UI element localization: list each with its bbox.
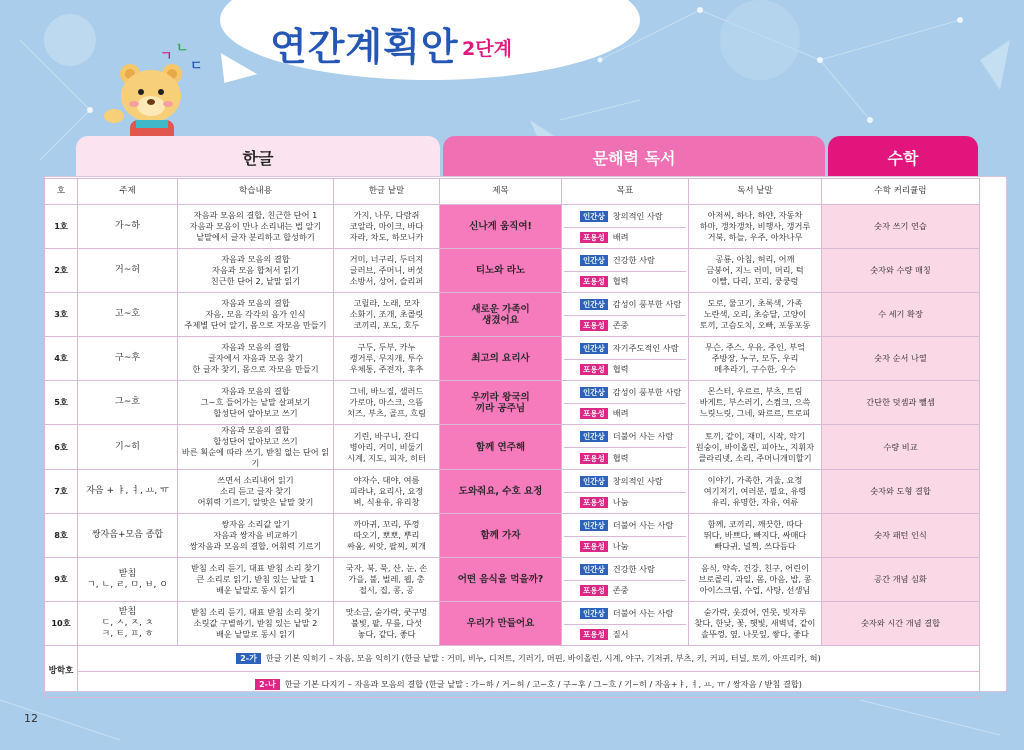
row-book-title: [440, 337, 562, 381]
row-number: 10호: [45, 602, 78, 646]
goal-human-text: 더불어 사는 사람: [612, 607, 674, 618]
level-tag-2na: 2-나: [255, 679, 280, 690]
text-line: 이야기, 가족한, 겨울, 요정: [707, 475, 803, 485]
goal-human-text: 더불어 사는 사람: [612, 519, 674, 530]
text-line: 자음과 모음의 결합: [221, 298, 290, 308]
tag-inclusive: 포용성: [580, 232, 608, 243]
mascot-letter-1: ㄱ: [160, 49, 173, 64]
text-line: 새로운 가족이: [471, 303, 530, 315]
topic-text: 그~흐: [115, 397, 140, 407]
topic-text: 자음 + ㅑ, ㅕ, ㅛ, ㅠ: [86, 486, 169, 496]
tag-inclusive: 포용성: [580, 497, 608, 508]
text-line: 바게트, 부스러기, 스켬크, 으쓱: [699, 397, 811, 407]
text-line: 어휘력 기르기, 알맞은 낱말 찾기: [197, 497, 314, 507]
table-row: [45, 205, 980, 249]
tag-inclusive: 포용성: [580, 629, 608, 640]
text-line: 코알라, 마이크, 바다: [349, 221, 424, 231]
row-goal: [562, 249, 689, 293]
text-line: 클라리넷, 소리, 주머니개미할기: [698, 452, 812, 463]
text-line: 국자, 북, 묵, 산, 눈, 손: [345, 563, 428, 573]
col-math: 수학 커리큘럼: [822, 179, 980, 205]
goal-human: [564, 471, 686, 492]
goal-inclusive: [564, 227, 686, 248]
section-math: 수학: [828, 136, 978, 178]
goal-inclusive: [564, 359, 686, 380]
col-title: 제목: [440, 179, 562, 205]
row-math: 숫자 쓰기 연습: [822, 205, 980, 249]
row-words: [334, 337, 440, 381]
tag-human: 인간상: [580, 387, 608, 398]
goal-inclusive: [564, 271, 686, 292]
table-row: [45, 381, 980, 425]
text-line: 자음과 모음 합쳐서 읽기: [212, 265, 299, 275]
row-words: [334, 470, 440, 514]
after-school-label: 방학호: [45, 646, 78, 698]
text-line: 여기저기, 여러분, 필요, 유령: [703, 486, 807, 496]
row-content: [178, 602, 334, 646]
row-math: 수 세기 확장: [822, 293, 980, 337]
text-line: 티노와 라노: [475, 265, 526, 276]
row-math: 공간 개념 심화: [822, 558, 980, 602]
text-line: 소방서, 상어, 슬리퍼: [349, 276, 424, 286]
row-math: 간단한 덧셈과 뺄셈: [822, 381, 980, 425]
tag-inclusive: 포용성: [580, 541, 608, 552]
row-book-title: [440, 602, 562, 646]
row-topic: [78, 381, 178, 425]
row-words: [334, 425, 440, 470]
row-number: 9호: [45, 558, 78, 602]
text-line: 자음과 모음의 결합: [221, 386, 290, 396]
topic-text: 구~후: [115, 353, 140, 363]
row-reading-words: [689, 602, 822, 646]
row-book-title: [440, 558, 562, 602]
row-goal: [562, 602, 689, 646]
row-topic: [78, 249, 178, 293]
text-line: 불빛, 팥, 무릎, 다섯: [351, 618, 422, 628]
text-line: 받침 소리 듣기, 대표 받침 소리 찾기: [191, 563, 320, 573]
after-school-line-2: [78, 672, 980, 698]
row-topic: [78, 205, 178, 249]
text-line: 자음과 모음의 결합: [221, 254, 290, 264]
row-number: 1호: [45, 205, 78, 249]
tag-human: 인간상: [580, 476, 608, 487]
text-line: 기린, 바구니, 잔디: [353, 430, 420, 441]
text-line: 병아리, 거미, 비둘기: [349, 441, 424, 452]
text-line: 낱말에서 글자 분리하고 합성하기: [196, 232, 315, 242]
text-line: 배운 낱말로 동시 읽기: [216, 629, 295, 639]
row-topic: [78, 602, 178, 646]
goal-inclusive-text: 협력: [612, 276, 629, 286]
row-reading-words: [689, 205, 822, 249]
row-topic: [78, 425, 178, 470]
table-row: [45, 425, 980, 470]
text-line: 피라냐, 요리사, 요정: [349, 486, 424, 496]
row-reading-words: [689, 470, 822, 514]
text-line: 메추라기, 구수한, 우수: [714, 364, 796, 374]
text-line: 소화기, 조개, 초콜릿: [349, 309, 424, 319]
goal-inclusive-text: 협력: [612, 364, 629, 374]
row-topic: [78, 470, 178, 514]
text-line: 찾다, 한낮, 꽃, 햇빛, 새벽녘, 같이: [694, 618, 816, 628]
col-words: 한글 낱말: [334, 179, 440, 205]
section-hangul: 한글: [76, 136, 440, 178]
text-line: 큰 소리로 읽기, 받침 있는 낱말 1: [196, 574, 315, 584]
row-number: 2호: [45, 249, 78, 293]
text-line: 치즈, 부츠, 골프, 흐림: [347, 408, 426, 418]
page-subtitle: 2단계: [462, 38, 512, 60]
level-tag-2ga: 2-가: [236, 653, 261, 664]
text-line: 구두, 두부, 카누: [357, 342, 416, 352]
goal-inclusive: [564, 315, 686, 336]
row-words: [334, 602, 440, 646]
tag-human: 인간상: [580, 564, 608, 575]
row-topic: [78, 514, 178, 558]
text-line: 함께, 코끼리, 깨끗한, 따다: [707, 519, 803, 529]
row-number: 7호: [45, 470, 78, 514]
row-goal: [562, 205, 689, 249]
goal-inclusive-text: 존중: [612, 320, 629, 330]
row-reading-words: [689, 249, 822, 293]
row-math: 숫자와 시간 개념 결합: [822, 602, 980, 646]
goal-inclusive-text: 질서: [612, 629, 629, 639]
text-line: 유리, 유명한, 자유, 여류: [711, 497, 799, 507]
row-content: [178, 425, 334, 470]
text-line: 금붕어, 지느 러미, 머리, 턱: [706, 265, 804, 275]
text-line: 토끼, 고슴도치, 오빠, 포동포동: [699, 320, 811, 330]
text-line: 자음과 모음의 결합: [221, 425, 290, 435]
text-line: 배운 낱말로 동시 읽기: [216, 585, 295, 595]
table-header-row: [45, 179, 980, 205]
goal-inclusive: [564, 536, 686, 557]
text-line: 솔뚜껑, 옆, 나뭇잎, 쌓다, 좋다: [701, 629, 809, 639]
page-number: 12: [24, 712, 38, 725]
text-line: 합성단어 알아보고 쓰기: [213, 436, 298, 446]
text-line: 공룡, 아침, 허리, 어깨: [715, 254, 795, 264]
col-topic: 주제: [78, 179, 178, 205]
text-line: 함께 연주해: [475, 441, 526, 453]
text-line: 생겼어요: [482, 314, 519, 326]
text-line: 아저씨, 하나, 하얀, 자동차: [707, 210, 803, 220]
goal-inclusive-text: 배려: [612, 232, 629, 242]
text-line: ㄷ, ㅅ, ㅈ, ㅊ: [101, 618, 154, 628]
goal-human-text: 감성이 풍부한 사람: [612, 386, 682, 397]
goal-inclusive-text: 나눔: [612, 497, 629, 507]
goal-human-text: 창의적인 사람: [612, 475, 663, 486]
row-words: [334, 293, 440, 337]
text-line: 몬스터, 우르르, 부츠, 트림: [707, 386, 803, 396]
text-line: 자음과 모음이 만나 소리내는 법 알기: [189, 221, 322, 231]
text-line: 거북, 하늘, 우주, 아차나무: [707, 232, 803, 242]
text-line: 자음과 쌍자음 비교하기: [213, 530, 298, 540]
goal-human-text: 더불어 사는 사람: [612, 431, 674, 441]
row-words: [334, 514, 440, 558]
row-goal: [562, 337, 689, 381]
after-school-row-2: [45, 672, 980, 698]
text-line: 자음, 모음 각각의 음가 인식: [205, 309, 306, 319]
text-line: 바른 획순에 따라 쓰기, 받침 없는 단어 읽기: [181, 447, 330, 468]
tag-human: 인간상: [580, 343, 608, 354]
text-line: 접시, 집, 콩, 공: [358, 585, 415, 595]
text-line: 한 글자 찾기, 몸으로 자모음 만들기: [192, 364, 319, 374]
text-line: 맛소금, 숟가락, 쿳구멍: [345, 607, 428, 617]
text-line: 그네, 바느질, 샐러드: [349, 386, 424, 396]
table-row: [45, 602, 980, 646]
row-number: 8호: [45, 514, 78, 558]
row-words: [334, 381, 440, 425]
goal-inclusive-text: 배려: [612, 408, 629, 418]
row-book-title: [440, 514, 562, 558]
text-line: 소릿값 구별하기, 받침 있는 낱말 2: [193, 618, 318, 628]
text-line: 우체통, 주전자, 후추: [349, 364, 424, 374]
text-line: 도와줘요, 수호 요정: [458, 486, 543, 497]
text-line: 최고의 요리사: [471, 353, 530, 364]
text-line: 따오기, 뽀뽀, 뿌리: [353, 530, 420, 540]
col-goal: 목표: [562, 179, 689, 205]
text-line: 까마귀, 꼬리, 뚜껑: [353, 519, 420, 529]
text-line: 함께 가자: [480, 530, 521, 541]
goal-human-text: 건강한 사람: [612, 254, 655, 265]
table-row: [45, 293, 980, 337]
row-reading-words: [689, 425, 822, 470]
text-line: 무슨, 주스, 우유, 주인, 부엌: [705, 342, 805, 352]
row-number: 6호: [45, 425, 78, 470]
text-line: 그~흐 들어가는 낱말 살펴보기: [200, 397, 311, 407]
row-math: 숫자와 수량 매칭: [822, 249, 980, 293]
row-words: [334, 249, 440, 293]
goal-human-text: 창의적인 사람: [612, 210, 663, 221]
text-line: 이빨, 다리, 꼬리, 쿵쿵렁: [711, 276, 799, 286]
text-line: 놓다, 같다, 좋다: [357, 629, 416, 639]
text-line: 도로, 물고기, 초록색, 가족: [707, 298, 803, 308]
text-line: 원숭이, 바이올린, 피아노, 지휘자: [695, 441, 815, 452]
goal-human: [564, 206, 686, 227]
tag-inclusive: 포용성: [580, 320, 608, 331]
goal-human: [564, 515, 686, 536]
after-school-row-1: [45, 646, 980, 672]
text-line: 받침: [118, 607, 137, 617]
row-reading-words: [689, 514, 822, 558]
tag-inclusive: 포용성: [580, 585, 608, 596]
row-content: [178, 249, 334, 293]
text-line: ㅋ, ㅌ, ㅍ, ㅎ: [101, 629, 154, 639]
tag-human: 인간상: [580, 431, 608, 442]
row-content: [178, 381, 334, 425]
row-topic: [78, 293, 178, 337]
row-number: 5호: [45, 381, 78, 425]
page-title: 연간계획안: [270, 25, 459, 69]
goal-inclusive: [564, 403, 686, 424]
goal-human: [564, 338, 686, 359]
table-row: [45, 514, 980, 558]
goal-inclusive: [564, 580, 686, 601]
text-line: 합성단어 알아보고 쓰기: [213, 408, 298, 418]
row-book-title: [440, 293, 562, 337]
text-line: 쓰면서 소리내어 읽기: [217, 475, 294, 485]
row-words: [334, 205, 440, 249]
row-topic: [78, 558, 178, 602]
row-book-title: [440, 425, 562, 470]
goal-inclusive: [564, 492, 686, 513]
goal-inclusive: [564, 624, 686, 645]
text-line: ㄱ, ㄴ, ㄹ, ㅁ, ㅂ, ㅇ: [87, 579, 168, 590]
row-book-title: [440, 470, 562, 514]
text-line: 브로콜리, 과일, 몸, 마음, 밥, 콩: [698, 574, 812, 584]
text-line: 자라, 차도, 하모니카: [349, 232, 424, 242]
tag-human: 인간상: [580, 520, 608, 531]
goal-human: [564, 250, 686, 271]
row-words: [334, 558, 440, 602]
text-line: 끼라 공주님: [475, 402, 526, 414]
row-content: [178, 337, 334, 381]
text-line: 쌍자음 소리값 알기: [221, 519, 290, 529]
text-line: 가로마, 마스크, 으뜸: [349, 397, 424, 407]
goal-inclusive: [564, 447, 686, 468]
tag-inclusive: 포용성: [580, 364, 608, 375]
tag-human: 인간상: [580, 299, 608, 310]
topic-text: 고~호: [115, 309, 140, 319]
col-content: 학습내용: [178, 179, 334, 205]
text-line: 글자에서 자음과 모음 찾기: [208, 353, 303, 363]
row-content: [178, 205, 334, 249]
text-line: 어떤 음식을 먹을까?: [457, 574, 544, 585]
goal-human: [564, 294, 686, 315]
tag-human: 인간상: [580, 255, 608, 266]
text-line: 시계, 지도, 피자, 히터: [347, 452, 426, 463]
text-line: 친근한 단어 2, 낱말 읽기: [210, 276, 301, 286]
text-line: 소리 듣고 글자 찾기: [219, 486, 292, 496]
row-goal: [562, 381, 689, 425]
row-math: 수량 비교: [822, 425, 980, 470]
row-content: [178, 514, 334, 558]
row-math: 숫자 순서 나열: [822, 337, 980, 381]
after-school-text-1: 한글 기본 익히기 – 자음, 모음 익히기 (한글 낱말 : 거미, 비누, 디저트, 기러기, 머핀, 바이올린, 시계, 야구, 기저귀, 부츠, 키, 커피, 터널, 토끼, 아프리카, 혀): [265, 653, 821, 663]
text-line: 가을, 불, 벌레, 웹, 총: [348, 574, 425, 584]
row-goal: [562, 558, 689, 602]
tag-inclusive: 포용성: [580, 408, 608, 419]
row-goal: [562, 514, 689, 558]
goal-inclusive-text: 나눔: [612, 541, 629, 551]
text-line: 받침: [118, 568, 137, 579]
topic-text: 쌍자음+모음 종합: [91, 530, 164, 540]
tag-inclusive: 포용성: [580, 276, 608, 287]
goal-human-text: 감성이 풍부한 사람: [612, 298, 682, 309]
text-line: 주방장, 누구, 모두, 우리: [711, 353, 799, 363]
row-math: 숫자와 도형 결합: [822, 470, 980, 514]
text-line: 쌍자음과 모음의 결합, 어휘력 기르기: [189, 541, 322, 551]
topic-text: 기~히: [115, 441, 140, 452]
row-topic: [78, 337, 178, 381]
goal-inclusive-text: 협력: [612, 452, 629, 463]
row-goal: [562, 470, 689, 514]
text-line: 자음과 모음의 결합, 친근한 단어 1: [193, 210, 318, 220]
tag-inclusive: 포용성: [580, 453, 608, 464]
text-line: 우끼라 왕국의: [471, 391, 530, 403]
after-school-text-2: 한글 기본 다지기 – 자음과 모음의 결합 (한글 낱말 : 가~하 / 거~허 / 고~호 / 구~후 / 그~흐 / 기~히 / 자음+ㅑ, ㅕ, ㅛ, ㅠ / 쌍자음 / 받침 결합): [284, 679, 802, 689]
row-goal: [562, 425, 689, 470]
table-row: [45, 558, 980, 602]
row-number: 4호: [45, 337, 78, 381]
text-line: 글러브, 주머니, 버섯: [349, 265, 424, 275]
row-content: [178, 470, 334, 514]
text-line: 싸움, 씨앗, 팔찌, 찌개: [347, 541, 426, 551]
text-line: 신나게 움직여!: [469, 221, 532, 232]
text-line: 야자수, 대야, 여름: [353, 475, 420, 485]
tag-human: 인간상: [580, 211, 608, 222]
text-line: 캥거루, 무지개, 투수: [349, 353, 424, 363]
tag-human: 인간상: [580, 608, 608, 619]
text-line: 코끼리, 포도, 호두: [353, 320, 420, 330]
row-reading-words: [689, 381, 822, 425]
text-line: 자음과 모음의 결합: [221, 342, 290, 352]
goal-inclusive-text: 존중: [612, 585, 629, 595]
text-line: 벼, 식용유, 유리창: [353, 497, 420, 507]
after-school-line-1: [78, 646, 980, 672]
goal-human: [564, 559, 686, 580]
goal-human-text: 자기주도적인 사람: [612, 342, 679, 353]
text-line: 뛰다, 바쁘다, 빠지다, 싸매다: [703, 530, 807, 540]
text-line: 음식, 약속, 건강, 친구, 어린이: [701, 563, 809, 573]
text-line: 노란색, 오리, 초승달, 고양이: [703, 309, 807, 319]
row-book-title: [440, 249, 562, 293]
table-row: [45, 470, 980, 514]
text-line: 거미, 너구리, 두더지: [349, 254, 424, 264]
text-line: 숟가락, 웃겼어, 연못, 빗자루: [703, 607, 807, 617]
bear-mascot-icon: [100, 38, 210, 148]
section-reading: 문해력 독서: [443, 136, 825, 178]
row-reading-words: [689, 558, 822, 602]
text-line: 고릴라, 노래, 모자: [353, 298, 420, 308]
text-line: 토끼, 같이, 재미, 시작, 악기: [705, 430, 805, 441]
row-book-title: [440, 381, 562, 425]
text-line: 느릿느릿, 그네, 와르르, 트로피: [699, 408, 811, 418]
topic-text: 거~허: [115, 265, 140, 275]
col-ho: 호: [45, 179, 78, 205]
row-reading-words: [689, 337, 822, 381]
table-row: [45, 337, 980, 381]
table-row: [45, 249, 980, 293]
text-line: 아이스크림, 수업, 사탕, 선생님: [699, 585, 811, 595]
text-line: 주제별 단어 알기, 몸으로 자모음 만들기: [184, 320, 327, 330]
text-line: 가지, 나무, 다람쥐: [353, 210, 420, 220]
row-content: [178, 293, 334, 337]
goal-human: [564, 382, 686, 403]
text-line: 하마, 갱차갱차, 비행사, 갱거루: [699, 221, 811, 231]
row-book-title: [440, 205, 562, 249]
annual-plan-table: [44, 178, 980, 698]
row-content: [178, 558, 334, 602]
goal-human: [564, 426, 686, 447]
topic-text: 가~하: [115, 221, 140, 231]
row-goal: [562, 293, 689, 337]
text-line: 받침 소리 듣기, 대표 받침 소리 찾기: [191, 607, 320, 617]
row-reading-words: [689, 293, 822, 337]
text-line: 빠다귀, 널찍, 쓰다듬다: [714, 541, 796, 551]
col-reading-words: 독서 낱말: [689, 179, 822, 205]
row-math: 숫자 패턴 인식: [822, 514, 980, 558]
mascot-letter-3: ㄷ: [190, 59, 203, 74]
mascot-letter-2: ㄴ: [176, 41, 189, 56]
goal-human: [564, 603, 686, 624]
row-number: 3호: [45, 293, 78, 337]
text-line: 우리가 만들어요: [466, 618, 535, 629]
goal-human-text: 건강한 사람: [612, 563, 655, 574]
